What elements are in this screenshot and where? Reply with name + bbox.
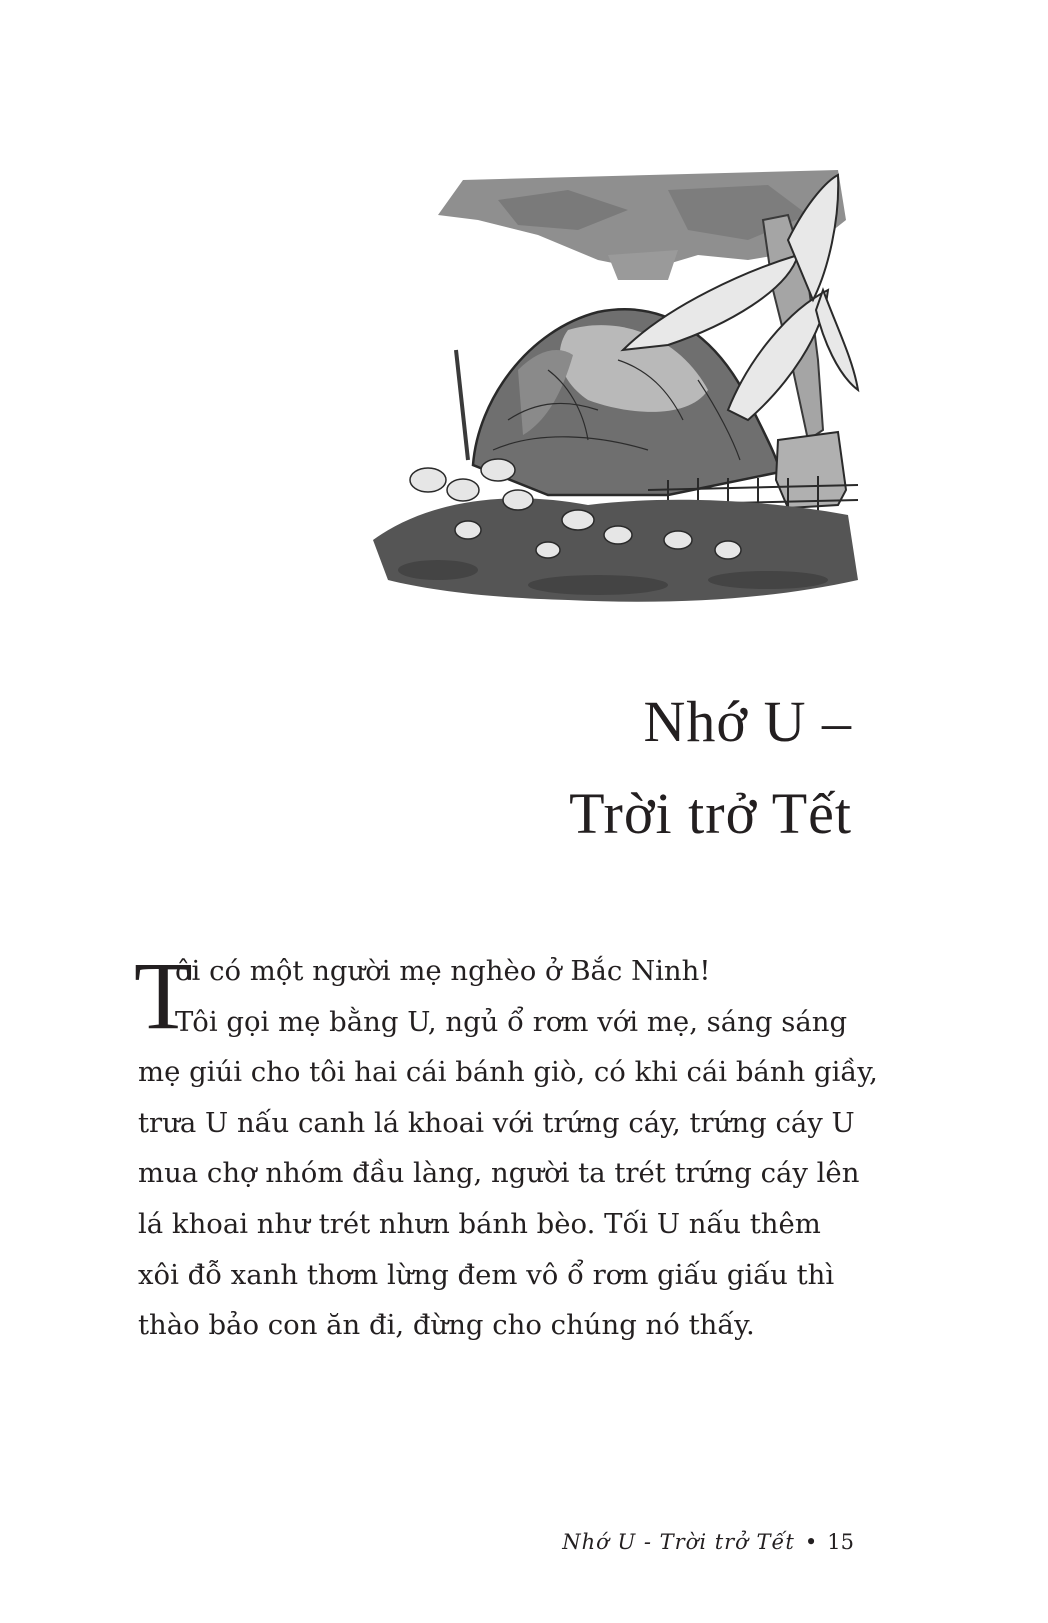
body-line: lá khoai như trét nhưn bánh bèo. Tối U nấu thêm [138,1207,821,1240]
body-line: xôi đỗ xanh thơm lừng đem vô ổ rơm giấu giấu thì [138,1258,835,1291]
body-line: mua chợ nhóm đầu làng, người ta trét trứng cáy lên [138,1157,860,1190]
body-line: mẹ giúi cho tôi hai cái bánh giò, có khi cái bánh giầy, [138,1056,878,1089]
footer-bullet: • [804,1530,818,1554]
drop-cap: T [134,942,193,1049]
body-line: thào bảo con ăn đi, đừng cho chúng nó thấy. [138,1309,755,1342]
chapter-title [569,676,852,860]
bamboo-stake [456,350,468,460]
clay-jar [776,432,846,508]
running-title: Nhớ U - Trời trở Tết [562,1530,795,1554]
page-number: 15 [827,1530,854,1554]
body-line: ôi có một người mẹ nghèo ở Bắc Ninh! [175,955,711,987]
chapter-body [134,942,878,1351]
body-line: trưa U nấu canh lá khoai với trứng cáy, trứng cáy U [138,1106,855,1139]
page-footer [562,1530,854,1554]
haystack-illustration [368,160,868,620]
body-line: Tôi gọi mẹ bằng U, ngủ ổ rơm với mẹ, sáng sáng [175,1005,848,1038]
chapter-title-line-1: Nhớ U – [643,689,852,754]
chapter-title-line-2: Trời trở Tết [569,781,852,846]
